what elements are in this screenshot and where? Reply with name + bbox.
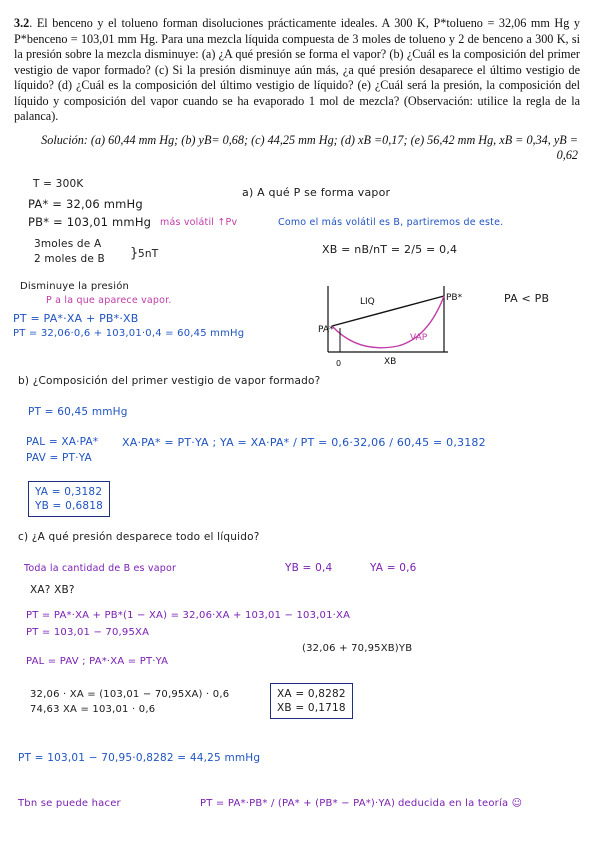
pt-final: PT = 103,01 − 70,95·0,8282 = 44,25 mmHg: [18, 752, 261, 764]
pa-star: PA* = 32,06 mmHg: [28, 197, 143, 211]
xb-axis-label: XB: [384, 357, 397, 367]
eq-ya-calc: XA·PA* = PT·YA ; YA = XA·PA* / PT = 0,6·32,06 / 60,45 = 0,3182: [122, 436, 486, 449]
ya-value: YA = 0,6: [370, 562, 417, 574]
yb-value: YB = 0,4: [285, 562, 333, 574]
pt-value: PT = 60,45 mmHg: [28, 406, 128, 418]
equilibrium-eq: PAL = PAV ; PA*·XA = PT·YA: [26, 656, 169, 667]
problem-text: . El benceno y el tolueno forman disoluciones prácticamente ideales. A 300 K, P*tolueno = 32,06 mm Hg y P*benceno = 103,01 mm Hg. Para una mezcla líquida compuesta de 3 moles de tolueno y 2 de benceno a 300 K, si la presión sobre la mezcla disminuye: (a) ¿A qué presión se forma el vapor? (b) ¿Cuál es la composición del primer vestigio de vapor formado? (c) Si la presión disminuye aún más, ¿a qué presión desaparece el último vestigio de líquido? (d) ¿Cuál es la composición del último vestigio de líquido? (e) ¿Cuál será la presión, la composición del líquido y composición del vapor cuando se ha evaporado 1 mol de mezcla? (Observación: utilice la regla de la palanca).: [14, 16, 580, 123]
pt-expand: PT = PA*·XA + PB*(1 − XA) = 32,06·XA + 103,01 − 103,01·XA: [26, 610, 351, 621]
pt-equation: PT = PA*·XA + PB*·XB: [13, 312, 139, 325]
pa-liquid: PAL = XA·PA*: [26, 436, 99, 448]
alt-formula: PT = PA*·PB* / (PA* + (PB* − PA*)·YA): [200, 798, 396, 809]
total-moles: 5nT: [138, 248, 159, 260]
solution-line: Solución: (a) 60,44 mm Hg; (b) yB= 0,68; (c) 44,25 mm Hg; (d) xB =0,17; (e) 56,42 mm Hg, xB = 0,34, yB = 0,62: [41, 133, 578, 162]
pb-note: más volátil ↑Pv: [160, 217, 238, 228]
moles-b: 2 moles de B: [34, 253, 105, 265]
phase-diagram: [318, 282, 498, 370]
solve-step-2: 74,63 XA = 103,01 · 0,6: [30, 704, 156, 715]
pt-result: PT = 32,06·0,6 + 103,01·0,4 = 60,45 mmHg: [13, 328, 245, 339]
all-b-vapor: Toda la cantidad de B es vapor: [24, 563, 177, 574]
pa-vapor: PAV = PT·YA: [26, 452, 92, 464]
result-box-c: [270, 683, 353, 719]
result-box-b: [28, 481, 110, 517]
vap-label: VAP: [410, 333, 428, 343]
pb-label: PB*: [446, 293, 463, 303]
xb-result: XB = 0,1718: [277, 702, 346, 714]
ya-result: YA = 0,3182: [35, 486, 103, 498]
question-c: c) ¿A qué presión desparece todo el líquido?: [18, 531, 260, 543]
liquid-line: [332, 296, 444, 326]
alt-method: Tbn se puede hacer: [18, 798, 121, 809]
pa-lt-pb: PA < PB: [504, 292, 550, 305]
moles-a: 3moles de A: [34, 238, 102, 250]
problem-number: 3.2: [14, 16, 30, 30]
question-a: a) A qué P se forma vapor: [242, 186, 391, 199]
pressure-vapor-note: P a la que aparece vapor.: [46, 295, 172, 306]
pressure-decreases: Disminuye la presión: [20, 281, 130, 292]
origin-label: 0: [336, 359, 342, 368]
problem-statement: [14, 16, 580, 125]
yb-result: YB = 0,6818: [35, 500, 104, 512]
pt-alt-form: (32,06 + 70,95XB)YB: [302, 643, 413, 654]
pt-simplified: PT = 103,01 − 70,95XA: [26, 627, 150, 638]
pa-label: PA*: [318, 325, 334, 335]
xa-result: XA = 0,8282: [277, 688, 346, 700]
liq-label: LIQ: [360, 297, 375, 307]
question-b: b) ¿Composición del primer vestigio de vapor formado?: [18, 375, 321, 387]
solve-step-1: 32,06 · XA = (103,01 − 70,95XA) · 0,6: [30, 689, 230, 700]
temperature: T = 300K: [33, 178, 84, 190]
question-a-note: Como el más volátil es B, partiremos de este.: [278, 217, 504, 228]
xb-calc: XB = nB/nT = 2/5 = 0,4: [322, 243, 458, 256]
unknowns: XA? XB?: [30, 584, 75, 596]
brace-total: }: [130, 246, 139, 261]
pb-star: PB* = 103,01 mmHg: [28, 215, 152, 229]
theory-note: deducida en la teoría ☺: [398, 798, 523, 809]
